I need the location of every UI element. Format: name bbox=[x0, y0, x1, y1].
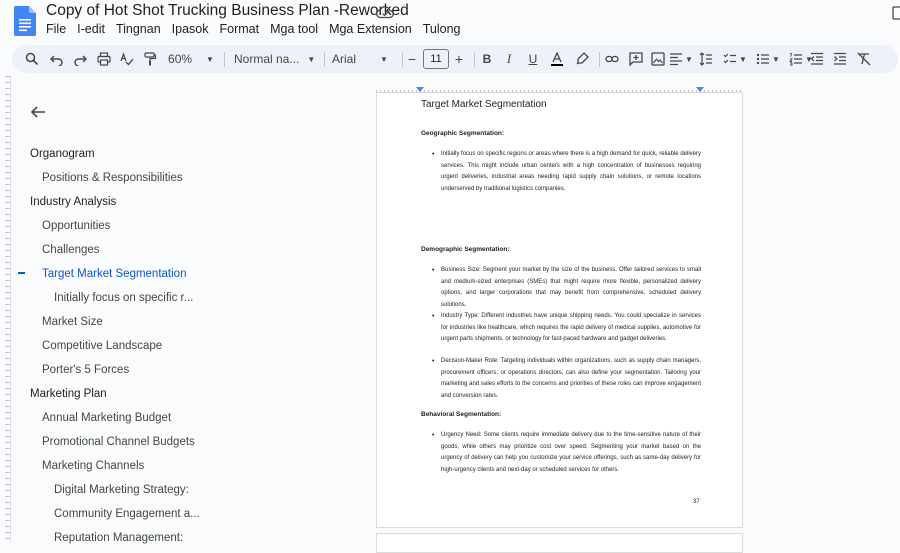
bold-icon: B bbox=[482, 52, 492, 66]
menu-view[interactable]: Tingnan bbox=[115, 22, 161, 36]
next-document-page[interactable] bbox=[376, 533, 743, 553]
font-size-field[interactable] bbox=[423, 45, 449, 73]
checklist-icon bbox=[723, 52, 737, 66]
back-arrow-icon[interactable] bbox=[30, 104, 46, 120]
menu-file[interactable]: File bbox=[46, 22, 67, 36]
highlight-color-button[interactable] bbox=[574, 45, 590, 73]
undo-button[interactable] bbox=[49, 45, 65, 73]
clear-formatting-button[interactable] bbox=[856, 45, 872, 73]
font-value: Arial bbox=[332, 52, 357, 66]
demographic-item-decision-maker[interactable]: • Decision-Maker Role: Targeting individuals within organizations, such as supply chain managers, procurement officers, or operations directors, can also define your segmentation. Tailoring your marketing and sales efforts to the concerns and priorities of these roles can improve engagement and conversion rates. bbox=[441, 356, 701, 402]
align-button[interactable] bbox=[668, 45, 694, 73]
add-comment-button[interactable] bbox=[628, 45, 644, 73]
document-title[interactable]: Copy of Hot Shot Trucking Business Plan -Reworked bbox=[46, 2, 409, 19]
chevron-down-icon: ▼ bbox=[685, 54, 693, 64]
geographic-heading[interactable]: Geographic Segmentation: bbox=[421, 130, 505, 137]
underline-button[interactable] bbox=[526, 45, 540, 73]
paint-format-icon bbox=[143, 52, 157, 66]
underline-icon: U bbox=[528, 52, 538, 66]
toolbar-divider bbox=[474, 52, 475, 67]
document-page[interactable] bbox=[376, 92, 743, 528]
outline-item-digital-marketing[interactable]: Digital Marketing Strategy: bbox=[54, 484, 189, 496]
menu-help[interactable]: Tulong bbox=[422, 22, 461, 36]
page-heading[interactable]: Target Market Segmentation bbox=[421, 99, 547, 110]
paragraph-style-value: Normal na... bbox=[234, 52, 300, 66]
outline-item-positions[interactable]: Positions & Responsibilities bbox=[42, 172, 183, 184]
italic-icon: I bbox=[506, 51, 512, 66]
insert-image-button[interactable] bbox=[650, 45, 666, 73]
chevron-down-icon: ▼ bbox=[307, 54, 316, 64]
demographic-item-business-size[interactable]: • Business Size: Segment your market by the size of the business. Offer tailored services to small and medium-sized enterprises (SMEs) that might require more flexible, personalized delivery options, and larger corporations that may benefit from comprehensive, scheduled delivery solutions. bbox=[441, 265, 701, 311]
print-icon bbox=[97, 52, 111, 66]
cloud-saved-icon[interactable] bbox=[376, 5, 394, 19]
highlighter-icon bbox=[575, 52, 589, 66]
chevron-down-icon: ▼ bbox=[772, 54, 780, 64]
print-button[interactable] bbox=[96, 45, 112, 73]
comment-history-icon[interactable] bbox=[892, 6, 900, 20]
search-icon bbox=[25, 52, 39, 66]
zoom-select[interactable] bbox=[168, 45, 214, 73]
search-menus-button[interactable] bbox=[24, 45, 40, 73]
align-left-icon bbox=[669, 52, 683, 66]
line-spacing-icon bbox=[699, 52, 713, 66]
title-bar bbox=[0, 0, 900, 42]
outline-item-initially-focus[interactable]: Initially focus on specific r... bbox=[54, 292, 194, 304]
menu-insert[interactable]: Ipasok bbox=[171, 22, 209, 36]
outline-item-competitive-landscape[interactable]: Competitive Landscape bbox=[42, 340, 163, 352]
document-outline bbox=[0, 92, 376, 542]
toolbar-divider bbox=[224, 52, 225, 67]
minus-icon: − bbox=[407, 51, 417, 67]
paragraph-style-select[interactable] bbox=[234, 45, 314, 73]
outline-item-challenges[interactable]: Challenges bbox=[42, 244, 100, 256]
italic-button[interactable] bbox=[502, 45, 516, 73]
spellcheck-icon bbox=[120, 52, 134, 66]
outline-item-porters-forces[interactable]: Porter's 5 Forces bbox=[42, 364, 130, 376]
zoom-value: 60% bbox=[168, 52, 193, 66]
demographic-item-industry-type[interactable]: • Industry Type: Different industries have unique shipping needs. You could specialize in services for industries like healthcare, which requires the rapid delivery of medical supplies, automotive for urgent parts shipments, or technology for fast-paced hardware and gadget deliveries. bbox=[441, 311, 701, 346]
increase-font-size-button[interactable] bbox=[453, 45, 465, 73]
text-color-icon bbox=[550, 52, 564, 66]
outline-item-marketing-plan[interactable]: Marketing Plan bbox=[30, 388, 107, 400]
chevron-down-icon: ▼ bbox=[380, 54, 388, 64]
font-size-input[interactable]: 11 bbox=[423, 49, 449, 69]
paint-format-button[interactable] bbox=[142, 45, 158, 73]
increase-indent-icon bbox=[833, 52, 847, 66]
spellcheck-button[interactable] bbox=[119, 45, 135, 73]
add-comment-icon bbox=[629, 52, 643, 66]
toolbar-divider bbox=[402, 52, 403, 67]
checklist-button[interactable] bbox=[721, 45, 749, 73]
outline-item-marketing-channels[interactable]: Marketing Channels bbox=[42, 460, 145, 472]
decrease-indent-icon bbox=[810, 52, 824, 66]
geographic-paragraph[interactable]: • Initially focus on specific regions or areas where there is a high demand for quick, reliable delivery services. This might include urban centers with a high concentration of businesses requiring urgent deliveries, industrial areas needing rapid supply chain solutions, or remote locations underserved by traditional logistics companies. bbox=[441, 149, 701, 195]
bulleted-list-button[interactable] bbox=[754, 45, 782, 73]
bulleted-list-icon bbox=[756, 52, 770, 66]
text-color-button[interactable] bbox=[548, 45, 566, 73]
link-icon bbox=[605, 52, 619, 66]
outline-item-target-market[interactable]: Target Market Segmentation bbox=[42, 268, 187, 280]
outline-item-organogram[interactable]: Organogram bbox=[30, 148, 95, 160]
redo-icon bbox=[73, 52, 87, 66]
insert-link-button[interactable] bbox=[604, 45, 620, 73]
redo-button[interactable] bbox=[72, 45, 88, 73]
docs-logo-icon[interactable] bbox=[14, 6, 36, 36]
plus-icon: + bbox=[454, 51, 464, 67]
outline-item-reputation-management[interactable]: Reputation Management: bbox=[54, 532, 184, 544]
menu-format[interactable]: Format bbox=[219, 22, 260, 36]
outline-item-opportunities[interactable]: Opportunities bbox=[42, 220, 111, 232]
line-spacing-button[interactable] bbox=[698, 45, 714, 73]
horizontal-ruler bbox=[376, 83, 744, 92]
toolbar-divider bbox=[599, 52, 600, 67]
menu-extensions[interactable]: Mga Extension bbox=[329, 22, 412, 36]
demographic-heading[interactable]: Demographic Segmentation: bbox=[421, 246, 510, 253]
behavioral-heading[interactable]: Behavioral Segmentation: bbox=[421, 411, 502, 418]
outline-item-industry-analysis[interactable]: Industry Analysis bbox=[30, 196, 117, 208]
image-icon bbox=[651, 52, 665, 66]
decrease-indent-button[interactable] bbox=[809, 45, 825, 73]
font-select[interactable] bbox=[332, 45, 392, 73]
undo-icon bbox=[50, 52, 64, 66]
toolbar bbox=[12, 45, 898, 73]
bold-button[interactable] bbox=[480, 45, 494, 73]
menu-tools[interactable]: Mga tool bbox=[270, 22, 319, 36]
chevron-down-icon: ▼ bbox=[206, 54, 214, 64]
chevron-down-icon: ▼ bbox=[805, 54, 813, 64]
clear-formatting-icon bbox=[857, 52, 871, 66]
numbered-list-icon bbox=[789, 52, 803, 66]
outline-item-promotional-budgets[interactable]: Promotional Channel Budgets bbox=[42, 436, 195, 448]
active-outline-indicator bbox=[18, 272, 25, 274]
outline-item-market-size[interactable]: Market Size bbox=[42, 316, 103, 328]
outline-item-annual-budget[interactable]: Annual Marketing Budget bbox=[42, 412, 172, 424]
decrease-font-size-button[interactable] bbox=[406, 45, 418, 73]
menu-bar bbox=[46, 22, 472, 36]
chevron-down-icon: ▼ bbox=[739, 54, 747, 64]
behavioral-item-urgency[interactable]: • Urgency Need: Some clients require immediate delivery due to the time-sensitive nature of their goods, while others may prioritize cost over speed. Segmenting your market based on the urgency of delivery can help you customize your service offerings, such as same-day delivery for high-urgency clients and next-day or scheduled services for others. bbox=[441, 430, 701, 476]
outline-item-community-engagement[interactable]: Community Engagement a... bbox=[54, 508, 200, 520]
toolbar-divider bbox=[324, 52, 325, 67]
menu-edit[interactable]: I-edit bbox=[77, 22, 105, 36]
page-number: 37 bbox=[693, 499, 700, 505]
increase-indent-button[interactable] bbox=[832, 45, 848, 73]
